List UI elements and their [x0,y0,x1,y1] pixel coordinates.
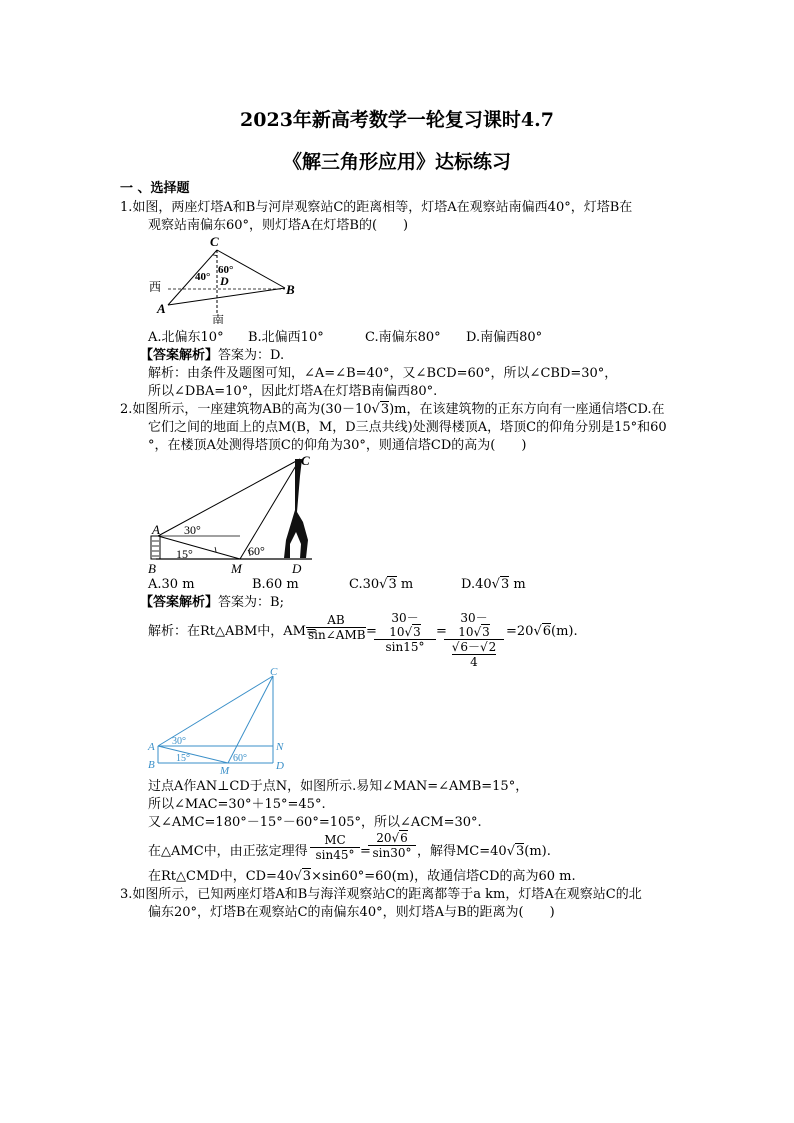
q2-line2: 它们之间的地面上的点M(B，M，D三点共线)处测得楼顶A，塔顶C的仰角分别是15°和60 [148,420,667,435]
fraction-over-sin30: 20√6 sin30° [368,831,416,860]
label-40: 40° [195,271,211,283]
q2-figure [140,452,325,574]
angle-arc [213,255,217,256]
fraction-ab-over-sin-amb: AB sin∠AMB [308,613,366,642]
q2-explanation-start: 解析：在Rt△ABM中，AM= [148,624,317,639]
label-c: C [210,234,219,249]
q2-result: =20√6(m). [506,624,578,639]
q2-answer: 【答案解析】答案为：B; [140,595,284,610]
label-60: 60° [233,753,247,764]
line-ab [168,288,285,305]
label-60: 60° [248,544,265,558]
q1-option-a: A.北偏东10° [148,330,224,345]
label-d: D [276,760,284,772]
fraction-over-sin15: 30－10√3 sin15° [374,611,436,654]
q2-step-1: 过点A作AN⊥CD于点N，如图所示.易知∠MAN=∠AMB=15°， [148,779,529,794]
label-m: M [220,765,230,776]
q1-option-d: D.南偏西80° [466,330,543,345]
q2-option-b: B.60 m [252,577,299,592]
q3-line2: 偏东20°，灯塔B在观察站C的南偏东40°，则灯塔A与B的距离为( ) [148,905,555,920]
q2-option-c: C.30√3 m [349,577,414,592]
fraction-mc-over-sin45: MC sin45° [310,833,360,862]
q3-line1: 3.如图所示，已知两座灯塔A和B与海洋观察站C的距离都等于a km，灯塔A在观察站C的北 [120,887,642,902]
page-subtitle: 《解三角形应用》达标练习 [282,151,511,173]
label-a: A [148,741,155,753]
q2-solution-figure [140,664,300,776]
blue-line-mc [228,676,273,763]
label-south: 南 [212,313,225,324]
label-30: 30° [184,523,201,537]
q1-option-b: B.北偏西10° [248,330,324,345]
q1-explanation-1: 解析：由条件及题图可知，∠A=∠B=40°，又∠BCD=60°，所以∠CBD=30°， [148,366,618,381]
fraction-compound: 30－10√3 √6－√2 4 [444,611,504,669]
label-b: B [148,759,155,771]
label-15: 15° [176,547,193,561]
q1-line2: 观察站南偏东60°，则灯塔A在灯塔B的( ) [148,218,409,233]
label-15: 15° [176,753,190,764]
q2-line1: 2.如图所示，一座建筑物AB的高为(30－10√3)m，在该建筑物的正东方向有一座通信塔CD.在 [120,402,665,417]
label-a: A [152,522,160,537]
label-n: N [276,741,284,753]
label-d: D [292,561,302,574]
q2-step-2: 所以∠MAC=30°＋15°=45°. [148,797,326,812]
section-heading: 一 、选择题 [120,181,190,196]
q2-step-5: 在Rt△CMD中，CD=40√3×sin60°=60(m)，故通信塔CD的高为60 m. [148,869,576,884]
q1-figure [140,234,310,324]
label-b: B [286,282,295,297]
page-title: 2023年新高考数学一轮复习课时4.7 [240,109,554,131]
tower-cd [284,459,308,558]
line-am [158,536,240,559]
q2-step-4-start: 在△AMC中，由正弦定理得 [148,844,308,859]
q1-line1: 1.如图，两座灯塔A和B与河岸观察站C的距离相等，灯塔A在观察站南偏西40°，灯塔B在 [120,200,633,215]
label-c: C [301,453,310,468]
building-ab [151,536,160,559]
q2-line3: °，在楼顶A处测得塔顶C的仰角为30°，则通信塔CD的高为( ) [148,438,527,453]
label-a: A [157,301,166,316]
q1-answer: 【答案解析】答案为：D. [140,348,285,363]
q2-step-3: 又∠AMC=180°－15°－60°=105°，所以∠ACM=30°. [148,815,482,830]
blue-line-am [158,746,228,763]
line-ac [158,459,300,536]
label-c: C [270,666,278,678]
q2-step-4-end: ，解得MC=40√3(m). [417,844,551,859]
label-b: B [148,561,156,574]
q2-option-a: A.30 m [148,577,195,592]
label-60: 60° [218,264,234,276]
label-d: D [220,274,229,288]
label-west: 西 [149,280,162,294]
label-m: M [231,561,242,574]
label-30: 30° [172,736,186,747]
q1-option-c: C.南偏东80° [365,330,441,345]
q1-explanation-2: 所以∠DBA=10°，因此灯塔A在灯塔B南偏西80°. [148,384,438,399]
q2-option-d: D.40√3 m [461,577,526,592]
